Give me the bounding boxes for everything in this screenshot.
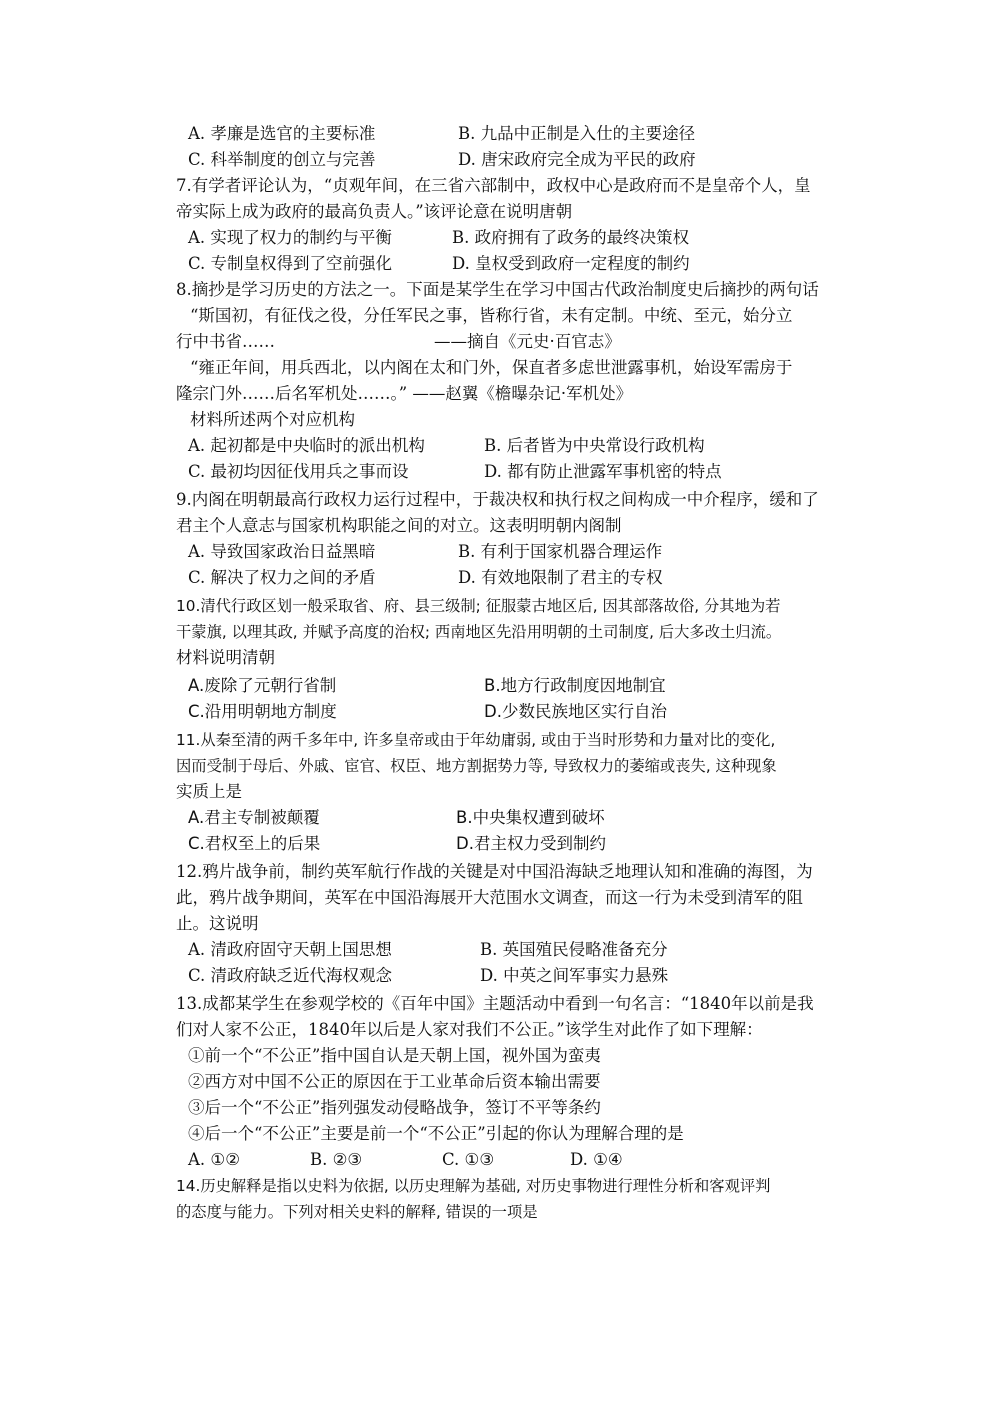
q14-stem-line-1: 14.历史解释是指以史料为依据, 以历史理解为基础, 对历史事物进行理性分析和客观评判 <box>176 1177 771 1195</box>
q11-option-d: D.君主权力受到制约 <box>456 834 606 853</box>
q10-stem-line-1: 10.清代行政区划一般采取省、府、县三级制; 征服蒙古地区后, 因其部落故俗, 分其地为若 <box>176 597 781 615</box>
q13-item-3: ③后一个“不公正”指列强发动侵略战争，签订不平等条约 <box>188 1098 601 1117</box>
q10-option-b: B.地方行政制度因地制宜 <box>484 676 666 695</box>
q13-option-c: C. ①③ <box>442 1150 495 1169</box>
q9-stem-line-2: 君主个人意志与国家机构职能之间的对立。这表明明朝内阁制 <box>176 516 622 535</box>
q7-option-d: D. 皇权受到政府一定程度的制约 <box>452 254 690 273</box>
q7-option-b: B. 政府拥有了政务的最终决策权 <box>452 228 690 247</box>
q11-stem-line-1: 11.从秦至清的两千多年中, 许多皇帝或由于年幼庸弱, 或由于当时形势和力量对比的变化, <box>176 731 776 749</box>
q8-question: 材料所述两个对应机构 <box>190 410 355 429</box>
q11-option-a: A.君主专制被颠覆 <box>188 808 320 827</box>
q7-stem-line-2: 帝实际上成为政府的最高负责人。”该评论意在说明唐朝 <box>176 202 573 221</box>
q12-stem-line-1: 12.鸦片战争前，制约英军航行作战的关键是对中国沿海缺乏地理认知和准确的海图，为 <box>176 862 813 881</box>
q8-stem-line-1: 8.摘抄是学习历史的方法之一。下面是某学生在学习中国古代政治制度史后摘抄的两句话 <box>176 280 819 299</box>
q6-option-d: D. 唐宋政府完全成为平民的政府 <box>458 150 696 169</box>
q8-option-d: D. 都有防止泄露军事机密的特点 <box>484 462 722 481</box>
q11-option-c: C.君权至上的后果 <box>188 834 321 853</box>
q12-option-d: D. 中英之间军事实力悬殊 <box>480 966 669 985</box>
q12-stem-line-2: 此，鸦片战争期间，英军在中国沿海展开大范围水文调查，而这一行为未受到清军的阻 <box>176 888 803 907</box>
q9-stem-line-1: 9.内阁在明朝最高行政权力运行过程中，于裁决权和执行权之间构成一中介程序，缓和了 <box>176 490 819 509</box>
q13-item-2: ②西方对中国不公正的原因在于工业革命后资本输出需要 <box>188 1072 601 1091</box>
q10-option-c: C.沿用明朝地方制度 <box>188 702 337 721</box>
q11-stem-line-3: 实质上是 <box>176 782 242 801</box>
q7-option-a: A. 实现了权力的制约与平衡 <box>188 228 392 247</box>
q13-item-1: ①前一个“不公正”指中国自认是天朝上国，视外国为蛮夷 <box>188 1046 601 1065</box>
q13-stem-line-2: 们对人家不公正，1840年以后是人家对我们不公正。”该学生对此作了如下理解： <box>176 1020 763 1039</box>
q10-stem-line-3: 材料说明清朝 <box>176 648 275 667</box>
q13-item-4: ④后一个“不公正”主要是前一个“不公正”引起的你认为理解合理的是 <box>188 1124 684 1143</box>
q12-option-c: C. 清政府缺乏近代海权观念 <box>188 966 393 985</box>
q7-stem-line-1: 7.有学者评论认为，“贞观年间，在三省六部制中，政权中心是政府而不是皇帝个人，皇 <box>176 176 811 195</box>
q12-stem-line-3: 止。这说明 <box>176 914 259 933</box>
q6-option-c: C. 科举制度的创立与完善 <box>188 150 376 169</box>
q13-option-d: D. ①④ <box>570 1150 623 1169</box>
q14-stem-line-2: 的态度与能力。下列对相关史料的解释, 错误的一项是 <box>176 1203 538 1221</box>
q13-option-a: A. ①② <box>188 1150 240 1169</box>
q11-stem-line-2: 因而受制于母后、外戚、宦官、权臣、地方割据势力等, 导致权力的萎缩或丧失, 这种现象 <box>176 757 777 775</box>
q9-option-d: D. 有效地限制了君主的专权 <box>458 568 663 587</box>
q9-option-a: A. 导致国家政治日益黑暗 <box>188 542 376 561</box>
q12-option-b: B. 英国殖民侵略准备充分 <box>480 940 668 959</box>
q8-option-a: A. 起初都是中央临时的派出机构 <box>188 436 425 455</box>
q8-quote-1-line-2: 行中书省…… <box>176 332 275 351</box>
q12-option-a: A. 清政府固守天朝上国思想 <box>188 940 392 959</box>
q10-option-d: D.少数民族地区实行自治 <box>484 702 667 721</box>
q13-option-b: B. ②③ <box>310 1150 363 1169</box>
q7-option-c: C. 专制皇权得到了空前强化 <box>188 254 393 273</box>
q9-option-c: C. 解决了权力之间的矛盾 <box>188 568 376 587</box>
q8-option-c: C. 最初均因征伐用兵之事而设 <box>188 462 409 481</box>
q9-option-b: B. 有利于国家机器合理运作 <box>458 542 663 561</box>
q8-source-1: ——摘自《元史·百官志》 <box>434 332 621 351</box>
q6-option-b: B. 九品中正制是入仕的主要途径 <box>458 124 696 143</box>
q8-quote-1-line-1: “斯国初，有征伐之役，分任军民之事，皆称行省，未有定制。中统、至元，始分立 <box>190 306 793 325</box>
q10-option-a: A.废除了元朝行省制 <box>188 676 337 695</box>
q11-option-b: B.中央集权遭到破坏 <box>456 808 605 827</box>
q6-option-a: A. 孝廉是选官的主要标准 <box>188 124 376 143</box>
q8-option-b: B. 后者皆为中央常设行政机构 <box>484 436 705 455</box>
q10-stem-line-2: 干蒙旗, 以理其政, 并赋予高度的治权; 西南地区先沿用明朝的土司制度, 后大多改土归流。 <box>176 623 782 641</box>
q13-stem-line-1: 13.成都某学生在参观学校的《百年中国》主题活动中看到一句名言：“1840年以前是我 <box>176 994 814 1013</box>
q8-quote-2-line-2: 隆宗门外……后名军机处……。” ——赵翼《檐曝杂记·军机处》 <box>176 384 633 403</box>
q8-quote-2-line-1: “雍正年间，用兵西北，以内阁在太和门外，保直者多虑世泄露事机，始设军需房于 <box>190 358 793 377</box>
